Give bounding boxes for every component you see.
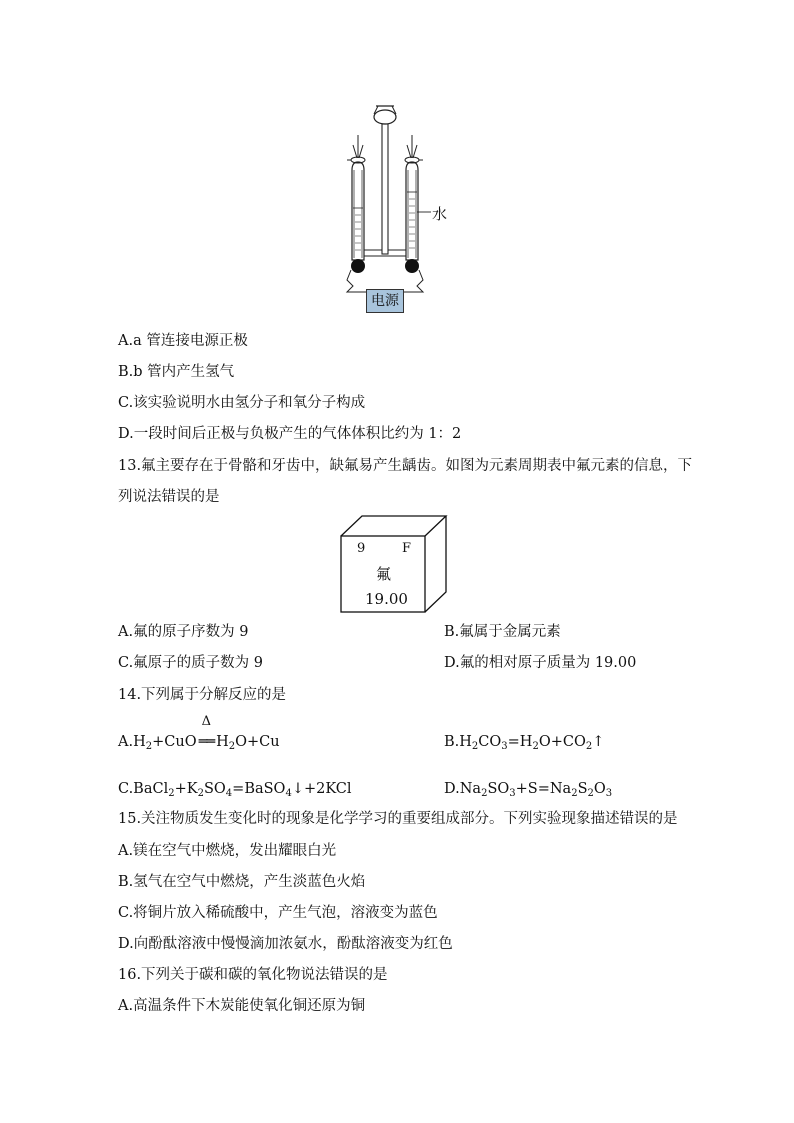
q14-option-b: $B.H_2CO_3=H_2O+CO_2↑$: [444, 734, 605, 752]
q14-option-a: $A.H_2+CuO$ Δ ══ $H_2O+Cu$: [118, 714, 280, 752]
q13-option-b: B.氟属于金属元素: [444, 624, 561, 640]
q15-option-c: C.将铜片放入稀硫酸中，产生气泡，溶液变为蓝色: [118, 905, 438, 921]
q13-option-d: D.氟的相对原子质量为 19.00: [444, 655, 637, 671]
power-source-box: [366, 289, 404, 313]
q15-option-d: D.向酚酞溶液中慢慢滴加浓氨水，酚酞溶液变为红色: [118, 936, 453, 952]
q15-stem: 15.关注物质发生变化时的现象是化学学习的重要组成部分。下列实验现象描述错误的是: [118, 811, 678, 827]
element-name: 氟: [376, 565, 392, 583]
q16-option-a: A.高温条件下木炭能使氧化铜还原为铜: [118, 998, 366, 1014]
q13-stem-line1: 13.氟主要存在于骨骼和牙齿中，缺氟易产生龋齿。如图为元素周期表中氟元素的信息，下: [118, 458, 693, 474]
q12-option-d: D.一段时间后正极与负极产生的气体体积比约为 1：2: [118, 426, 462, 442]
q12-option-b: B.b 管内产生氢气: [118, 364, 235, 380]
q13-option-a: A.氟的原子序数为 9: [118, 624, 249, 640]
element-symbol: F: [402, 541, 412, 556]
q12-option-c: C.该实验说明水由氢分子和氧分子构成: [118, 395, 366, 411]
q13-option-c: C.氟原子的质子数为 9: [118, 655, 264, 671]
power-source-label: 电源: [371, 293, 399, 309]
q13-stem-line2: 列说法错误的是: [118, 489, 220, 505]
q14-option-c: $C.BaCl_2+K_2SO_4=BaSO_4↓+2KCl$: [118, 781, 352, 799]
q14-option-d: $D.Na_2SO_3+S=Na_2S_2O_3$: [444, 781, 613, 799]
water-label: 水: [432, 205, 448, 223]
q15-option-b: B.氢气在空气中燃烧，产生淡蓝色火焰: [118, 874, 366, 890]
element-mass: 19.00: [365, 590, 408, 608]
q14-stem: 14.下列属于分解反应的是: [118, 687, 287, 703]
element-atomic-number: 9: [357, 541, 366, 556]
q16-stem: 16.下列关于碳和碳的氧化物说法错误的是: [118, 967, 388, 983]
heat-condition: Δ ══: [198, 714, 215, 750]
q15-option-a: A.镁在空气中燃烧，发出耀眼白光: [118, 843, 337, 859]
q12-option-a: A.a 管连接电源正极: [118, 333, 248, 349]
